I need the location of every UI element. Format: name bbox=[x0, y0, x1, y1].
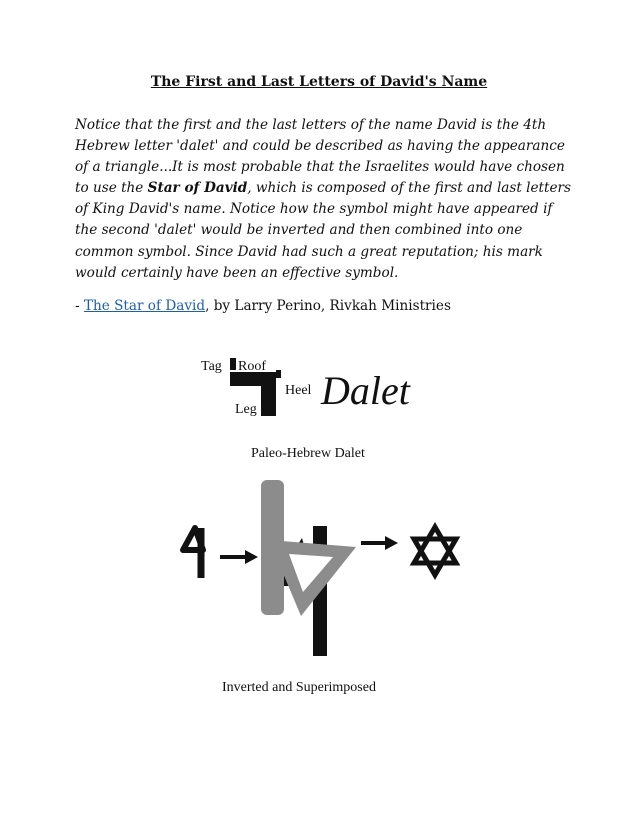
citation-suffix: , by Larry Perino, Rivkah Ministries bbox=[205, 298, 451, 314]
tag-stroke bbox=[230, 358, 236, 370]
paragraph-text-end: , which is composed of the first and last letters of King David's name. Notice how the symbol might have appeared if the second 'dalet' would be inverted and then combined into one common symbol. Since David had such a great reputation; his mark would certainly have been an effective symbol. bbox=[75, 180, 571, 281]
heel-stroke bbox=[276, 370, 281, 378]
citation-prefix: - bbox=[75, 298, 84, 314]
paragraph-text-start: Notice that the first and the last letters of the name David is the 4th Hebrew letter 'dalet' and could be described as having the appearance of a triangle...It is most probable that the Israelites would have chosen to use the bbox=[75, 117, 565, 197]
tag-label: Tag bbox=[201, 359, 222, 374]
arrow-1-head bbox=[245, 550, 258, 564]
citation bbox=[75, 298, 451, 314]
roof-label: Roof bbox=[238, 359, 266, 374]
paragraph-emphasis: Star of David bbox=[147, 180, 248, 197]
star-of-david-icon bbox=[414, 527, 456, 575]
document-title: The First and Last Letters of David's Name bbox=[150, 74, 488, 90]
dalet-figure bbox=[165, 350, 475, 700]
combination-diagram bbox=[183, 480, 456, 695]
citation-link[interactable]: The Star of David bbox=[83, 298, 206, 314]
dalet-letter-diagram bbox=[201, 358, 411, 461]
dalet-word: Dalet bbox=[321, 368, 410, 413]
leg-label: Leg bbox=[235, 402, 257, 417]
heel-label: Heel bbox=[285, 383, 312, 398]
body-paragraph bbox=[75, 115, 575, 284]
bottom-caption: Inverted and Superimposed bbox=[222, 680, 376, 695]
leg-stroke bbox=[261, 372, 276, 416]
arrow-2-head bbox=[385, 536, 398, 550]
paleo-caption: Paleo-Hebrew Dalet bbox=[251, 446, 365, 461]
dalet-diagram bbox=[165, 350, 475, 700]
